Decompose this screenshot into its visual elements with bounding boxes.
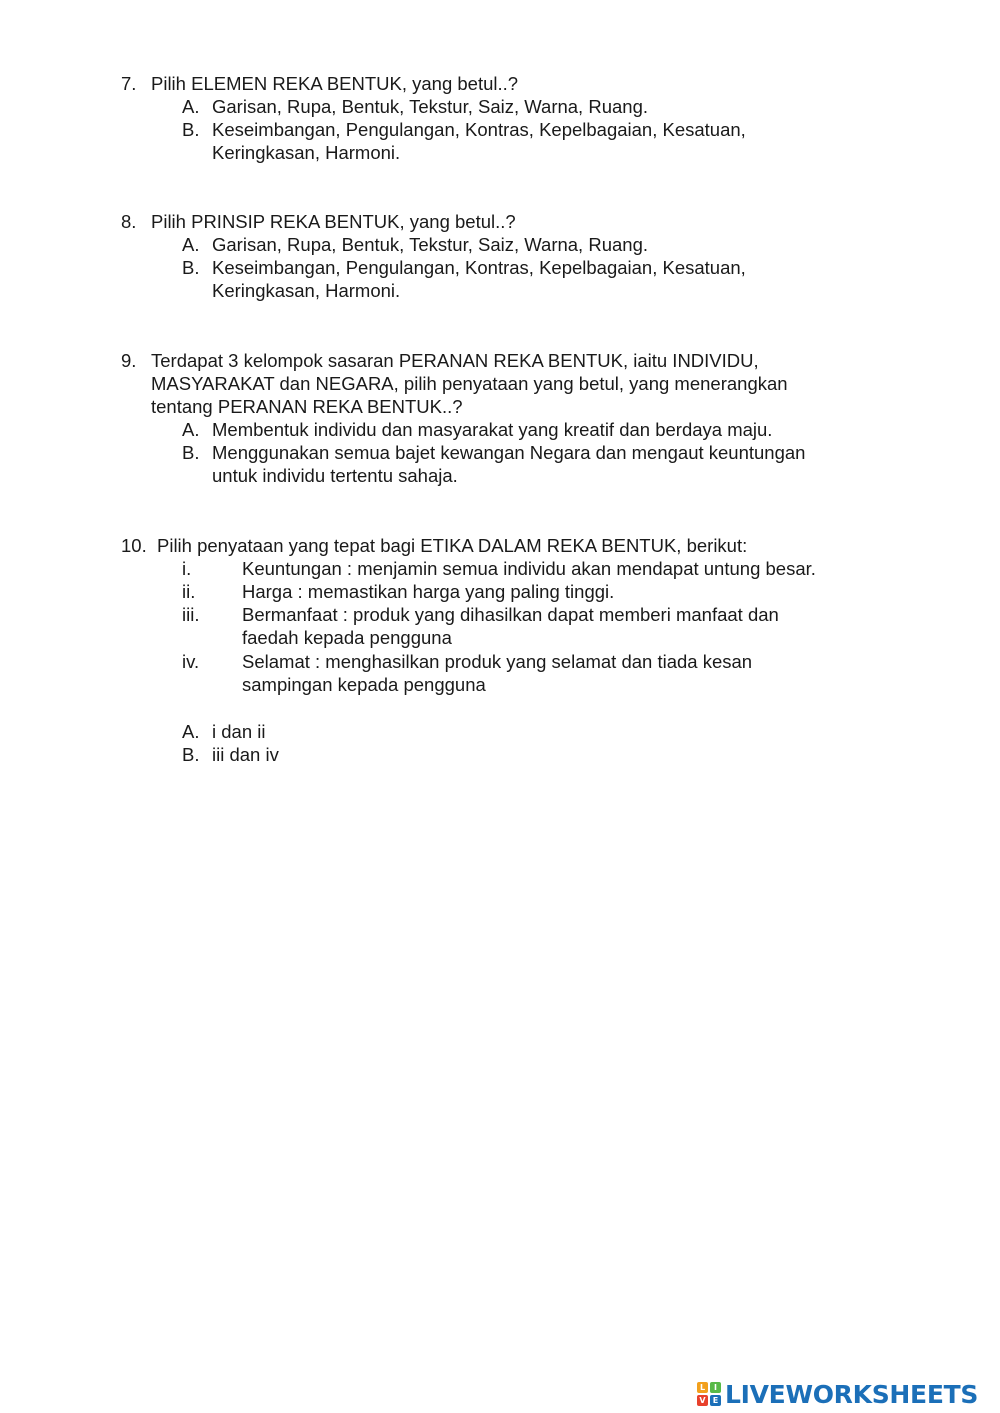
- logo-icon: [697, 1382, 721, 1406]
- option-letter: B.: [182, 442, 200, 463]
- option-text: Menggunakan semua bajet kewangan Negara dan mengaut keuntungan: [212, 442, 806, 463]
- option-text: Garisan, Rupa, Bentuk, Tekstur, Saiz, Warna, Ruang.: [212, 96, 648, 117]
- logo-text: LIVEWORKSHEETS: [725, 1379, 979, 1409]
- option-text: Membentuk individu dan masyarakat yang kreatif dan berdaya maju.: [212, 419, 773, 440]
- statement-numeral: iii.: [182, 604, 200, 625]
- question-number: 9.: [121, 350, 137, 371]
- option-text: Keseimbangan, Pengulangan, Kontras, Kepelbagaian, Kesatuan,: [212, 119, 746, 140]
- option-text: untuk individu tertentu sahaja.: [212, 465, 458, 486]
- option-text: Keringkasan, Harmoni.: [212, 142, 401, 163]
- option-text: Keseimbangan, Pengulangan, Kontras, Kepelbagaian, Kesatuan,: [212, 257, 746, 278]
- statement-text: Keuntungan : menjamin semua individu akan mendapat untung besar.: [242, 558, 816, 579]
- logo-tile-v: V: [697, 1395, 708, 1406]
- option-letter: A.: [182, 96, 200, 117]
- question-text: Pilih ELEMEN REKA BENTUK, yang betul..?: [151, 73, 519, 94]
- logo-tile-l: L: [697, 1382, 708, 1393]
- option-text: i dan ii: [212, 721, 266, 742]
- question-number: 7.: [121, 73, 137, 94]
- statement-text: Bermanfaat : produk yang dihasilkan dapat memberi manfaat dan: [242, 604, 779, 625]
- statement-text: sampingan kepada pengguna: [242, 674, 486, 695]
- option-letter: A.: [182, 721, 200, 742]
- statement-numeral: i.: [182, 558, 192, 579]
- option-letter: A.: [182, 234, 200, 255]
- statement-text: Harga : memastikan harga yang paling tinggi.: [242, 581, 615, 602]
- logo-tile-i: I: [710, 1382, 721, 1393]
- question-text: Pilih penyataan yang tepat bagi ETIKA DALAM REKA BENTUK, berikut:: [157, 535, 748, 556]
- option-letter: B.: [182, 119, 200, 140]
- question-text: MASYARAKAT dan NEGARA, pilih penyataan yang betul, yang menerangkan: [151, 373, 788, 394]
- statement-numeral: iv.: [182, 651, 200, 672]
- question-text: tentang PERANAN REKA BENTUK..?: [151, 396, 463, 417]
- statement-text: faedah kepada pengguna: [242, 627, 452, 648]
- question-text: Pilih PRINSIP REKA BENTUK, yang betul..?: [151, 211, 516, 232]
- liveworksheets-logo: [697, 1378, 978, 1410]
- statement-numeral: ii.: [182, 581, 196, 602]
- option-text: iii dan iv: [212, 744, 279, 765]
- question-number: 10.: [121, 535, 147, 556]
- option-letter: B.: [182, 257, 200, 278]
- option-letter: B.: [182, 744, 200, 765]
- option-text: Keringkasan, Harmoni.: [212, 280, 401, 301]
- question-text: Terdapat 3 kelompok sasaran PERANAN REKA BENTUK, iaitu INDIVIDU,: [151, 350, 759, 371]
- option-text: Garisan, Rupa, Bentuk, Tekstur, Saiz, Warna, Ruang.: [212, 234, 648, 255]
- statement-text: Selamat : menghasilkan produk yang selamat dan tiada kesan: [242, 651, 753, 672]
- question-number: 8.: [121, 211, 137, 232]
- logo-tile-e: E: [710, 1395, 721, 1406]
- option-letter: A.: [182, 419, 200, 440]
